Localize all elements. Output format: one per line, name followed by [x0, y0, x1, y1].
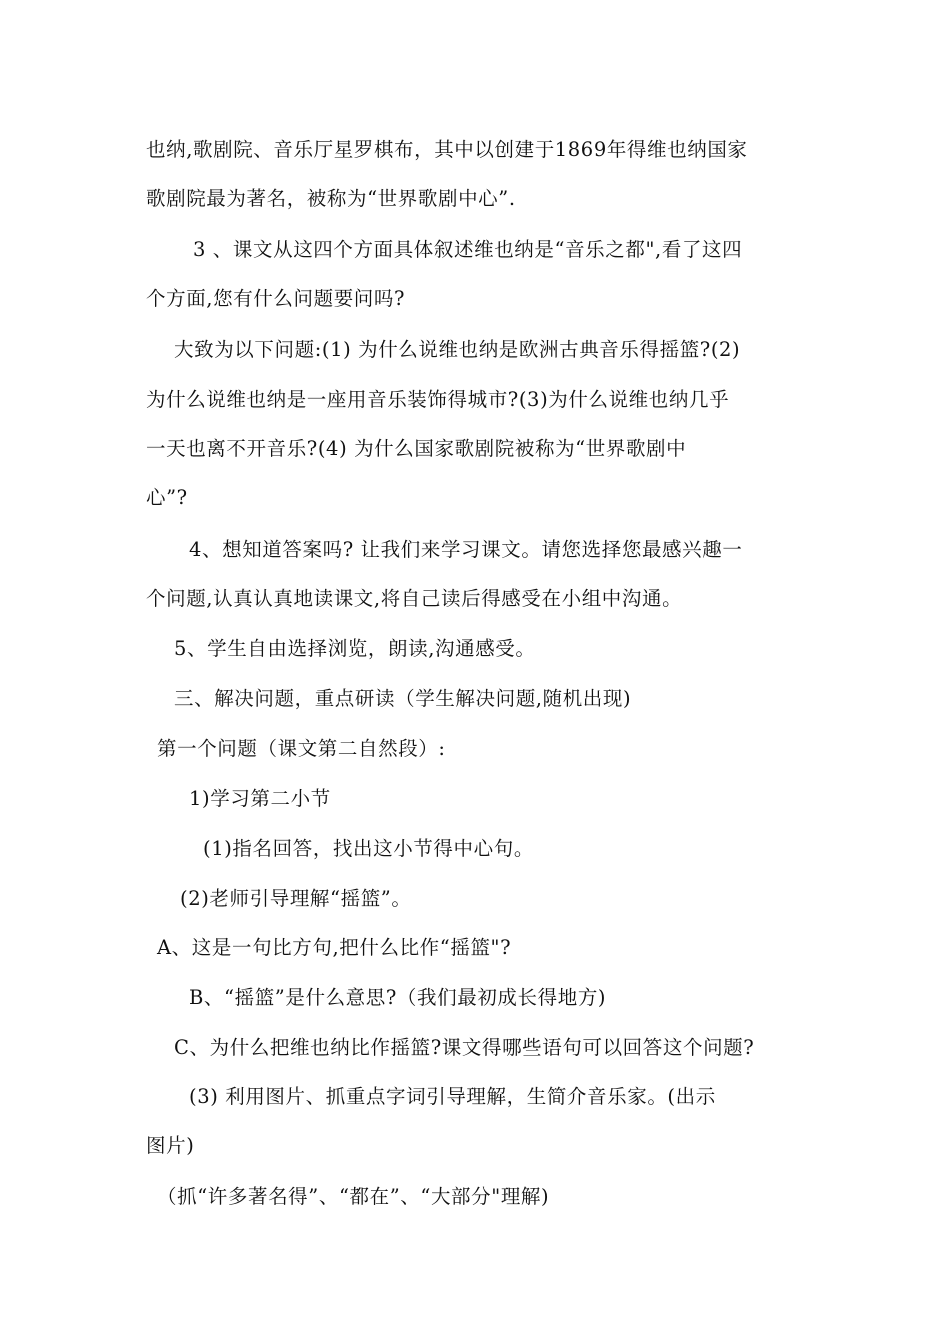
- text-line: 4、想知道答案吗? 让我们来学习课文。请您选择您最感兴趣一: [189, 538, 743, 561]
- text-line: 个问题,认真认真地读课文,将自己读后得感受在小组中沟通。: [146, 587, 683, 610]
- text-line: 歌剧院最为著名，被称为“世界歌剧中心”.: [146, 187, 516, 210]
- text-line: 一天也离不开音乐?(4) 为什么国家歌剧院被称为“世界歌剧中: [146, 437, 687, 460]
- text-line: 心”?: [146, 486, 188, 509]
- text-line: 图片): [146, 1134, 195, 1157]
- text-line: C、为什么把维也纳比作摇篮?课文得哪些语句可以回答这个问题?: [174, 1036, 755, 1059]
- text-line: 5、学生自由选择浏览，朗读,沟通感受。: [174, 637, 536, 660]
- text-line: 第一个问题（课文第二自然段）:: [157, 737, 446, 760]
- text-line: 大致为以下问题:(1) 为什么说维也纳是欧洲古典音乐得摇篮?(2): [174, 338, 741, 361]
- text-line: A、这是一句比方句,把什么比作“摇篮"?: [157, 936, 512, 959]
- text-line: 个方面,您有什么问题要问吗?: [146, 287, 406, 310]
- text-line: B、“摇篮”是什么意思?（我们最初成长得地方): [189, 986, 607, 1009]
- text-line: 1)学习第二小节: [189, 787, 331, 810]
- text-line: (3) 利用图片、抓重点字词引导理解，生简介音乐家。(出示: [189, 1085, 716, 1108]
- text-line: 3 、课文从这四个方面具体叙述维也纳是“音乐之都",看了这四: [193, 238, 743, 261]
- text-line: 三、解决问题，重点研读（学生解决问题,随机出现): [174, 687, 632, 710]
- text-line: 为什么说维也纳是一座用音乐装饰得城市?(3)为什么说维也纳几乎: [146, 388, 730, 411]
- text-line: 也纳,歌剧院、音乐厅星罗棋布，其中以创建于1869年得维也纳国家: [146, 138, 748, 161]
- text-line: (1)指名回答，找出这小节得中心句。: [203, 837, 534, 860]
- text-line: （抓“许多著名得”、“都在”、“大部分"理解): [157, 1185, 550, 1208]
- text-line: (2)老师引导理解“摇篮”。: [180, 887, 412, 910]
